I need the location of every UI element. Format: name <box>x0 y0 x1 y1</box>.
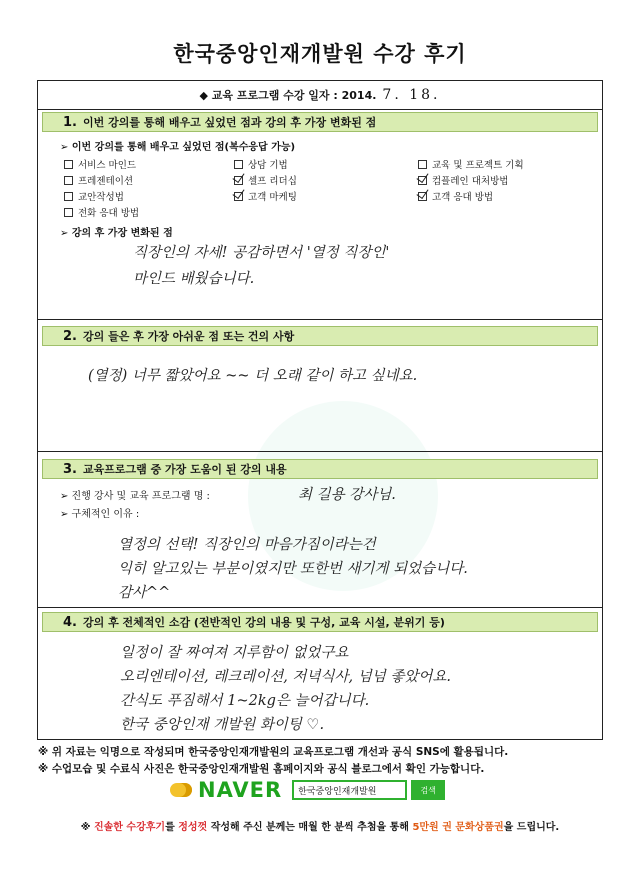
section-1-title: 이번 강의를 통해 배우고 싶었던 점과 강의 후 가장 변화된 점 <box>82 116 377 129</box>
naver-logo: NAVER <box>198 778 283 802</box>
footer-notice: ※ 진솔한 수강후기를 정성껏 작성해 주신 분께는 매월 한 분씩 추첨을 통해 5만원 권 문화상품권을 드립니다. <box>80 822 560 833</box>
naver-search-input[interactable]: 한국중앙인재개발원 <box>292 780 407 800</box>
checkbox[interactable] <box>64 192 73 201</box>
section-2-title: 강의 들은 후 가장 아쉬운 점 또는 건의 사항 <box>82 330 295 343</box>
section-4-answer-line3: 간식도 푸짐해서 1~2kg은 늘어갑니다. <box>120 693 370 709</box>
checkbox[interactable] <box>64 176 73 185</box>
section-1-header <box>42 112 598 132</box>
checkbox-checked[interactable] <box>234 192 243 201</box>
option-presentation[interactable]: 프레젠테이션 <box>64 173 133 187</box>
section-3-header <box>42 459 598 479</box>
checkbox[interactable] <box>418 160 427 169</box>
section-3-answer-line3: 감사^^ <box>118 585 171 601</box>
option-self-leadership[interactable]: 셀프 리더십 <box>234 173 297 187</box>
section-4-title: 강의 후 전체적인 소감 (전반적인 강의 내용 및 구성, 교육 시설, 분위기 등) <box>82 616 445 629</box>
divider <box>38 607 602 608</box>
date-handwritten: 7. 18. <box>382 87 441 103</box>
date-label: ◆ 교육 프로그램 수강 일자 : 2014. <box>199 89 377 102</box>
section-1-number: 1. <box>63 114 77 130</box>
section-1-answer-line2: 마인드 배웠습니다. <box>133 271 255 287</box>
option-counseling[interactable]: 상담 기법 <box>234 157 288 171</box>
option-customer-service[interactable]: 고객 응대 방법 <box>418 189 493 203</box>
section-4-answer-line1: 일정이 잘 짜여져 지루함이 없었구요 <box>120 645 349 661</box>
footer-highlight-review: 진솔한 수강후기 <box>93 822 166 833</box>
naver-search-button[interactable]: 검색 <box>411 780 445 800</box>
bee-icon <box>170 783 192 797</box>
note-photos: ※ 수업모습 및 수료식 사진은 한국중앙인재개발원 홈페이지와 공식 블로그에서 확인 가능합니다. <box>38 763 485 775</box>
section-3-sub1: ➢ 진행 강사 및 교육 프로그램 명 : <box>60 491 210 502</box>
checkbox[interactable] <box>64 160 73 169</box>
section-2-header <box>42 326 598 346</box>
option-customer-marketing[interactable]: 고객 마케팅 <box>234 189 297 203</box>
option-service-mind[interactable]: 서비스 마인드 <box>64 157 136 171</box>
date-bar <box>38 81 602 110</box>
checkbox[interactable] <box>234 160 243 169</box>
section-3-number: 3. <box>63 461 77 477</box>
section-3-sub2: ➢ 구체적인 이유 : <box>60 509 140 520</box>
section-4-answer-line2: 오리엔테이션, 레크레이션, 저녁식사, 넘넘 좋았어요. <box>120 669 452 685</box>
option-phone-service[interactable]: 전화 응대 방법 <box>64 205 139 219</box>
checkbox[interactable] <box>64 208 73 217</box>
page-title: 한국중앙인재개발원 수강 후기 <box>173 42 467 66</box>
section-3-answer-line1: 열정의 선택! 직장인의 마음가짐이라는건 <box>118 537 376 553</box>
section-3-title: 교육프로그램 중 가장 도움이 된 강의 내용 <box>82 463 287 476</box>
section-4-header <box>42 612 598 632</box>
note-anonymous: ※ 위 자료는 익명으로 작성되며 한국중앙인재개발원의 교육프로그램 개선과 공식 SNS에 활용됩니다. <box>38 746 509 758</box>
section-2-answer: (열정) 너무 짧았어요 ~~ 더 오래 같이 하고 싶네요. <box>88 368 418 384</box>
section-2-number: 2. <box>63 328 77 344</box>
section-4-answer-line4: 한국 중앙인재 개발원 화이팅 ♡. <box>120 717 325 733</box>
footer-highlight-sincere: 정성껏 <box>178 822 208 833</box>
option-project-planning[interactable]: 교육 및 프로젝트 기획 <box>418 157 524 171</box>
section-3-answer-line2: 익히 알고있는 부분이였지만 또한번 새기게 되었습니다. <box>118 561 468 577</box>
option-complaint[interactable]: 컴플레인 대처방법 <box>418 173 508 187</box>
review-form <box>37 80 603 740</box>
checkbox-checked[interactable] <box>418 192 427 201</box>
divider <box>38 319 602 320</box>
checkbox-checked[interactable] <box>418 176 427 185</box>
section-1-sub1: ➢ 이번 강의를 통해 배우고 싶었던 점(복수응답 가능) <box>60 142 296 153</box>
checkbox-checked[interactable] <box>234 176 243 185</box>
divider <box>38 451 602 452</box>
naver-search-banner <box>170 778 445 802</box>
section-4-number: 4. <box>63 614 77 630</box>
option-lesson-plan[interactable]: 교안작성법 <box>64 189 124 203</box>
section-1-answer-line1: 직장인의 자세! 공감하면서 '열정 직장인' <box>133 245 390 261</box>
footer-highlight-prize: 5만원 권 문화상품권 <box>412 822 504 833</box>
section-1-sub2: ➢ 강의 후 가장 변화된 점 <box>60 228 173 239</box>
instructor-name: 최 길용 강사님. <box>298 487 396 503</box>
